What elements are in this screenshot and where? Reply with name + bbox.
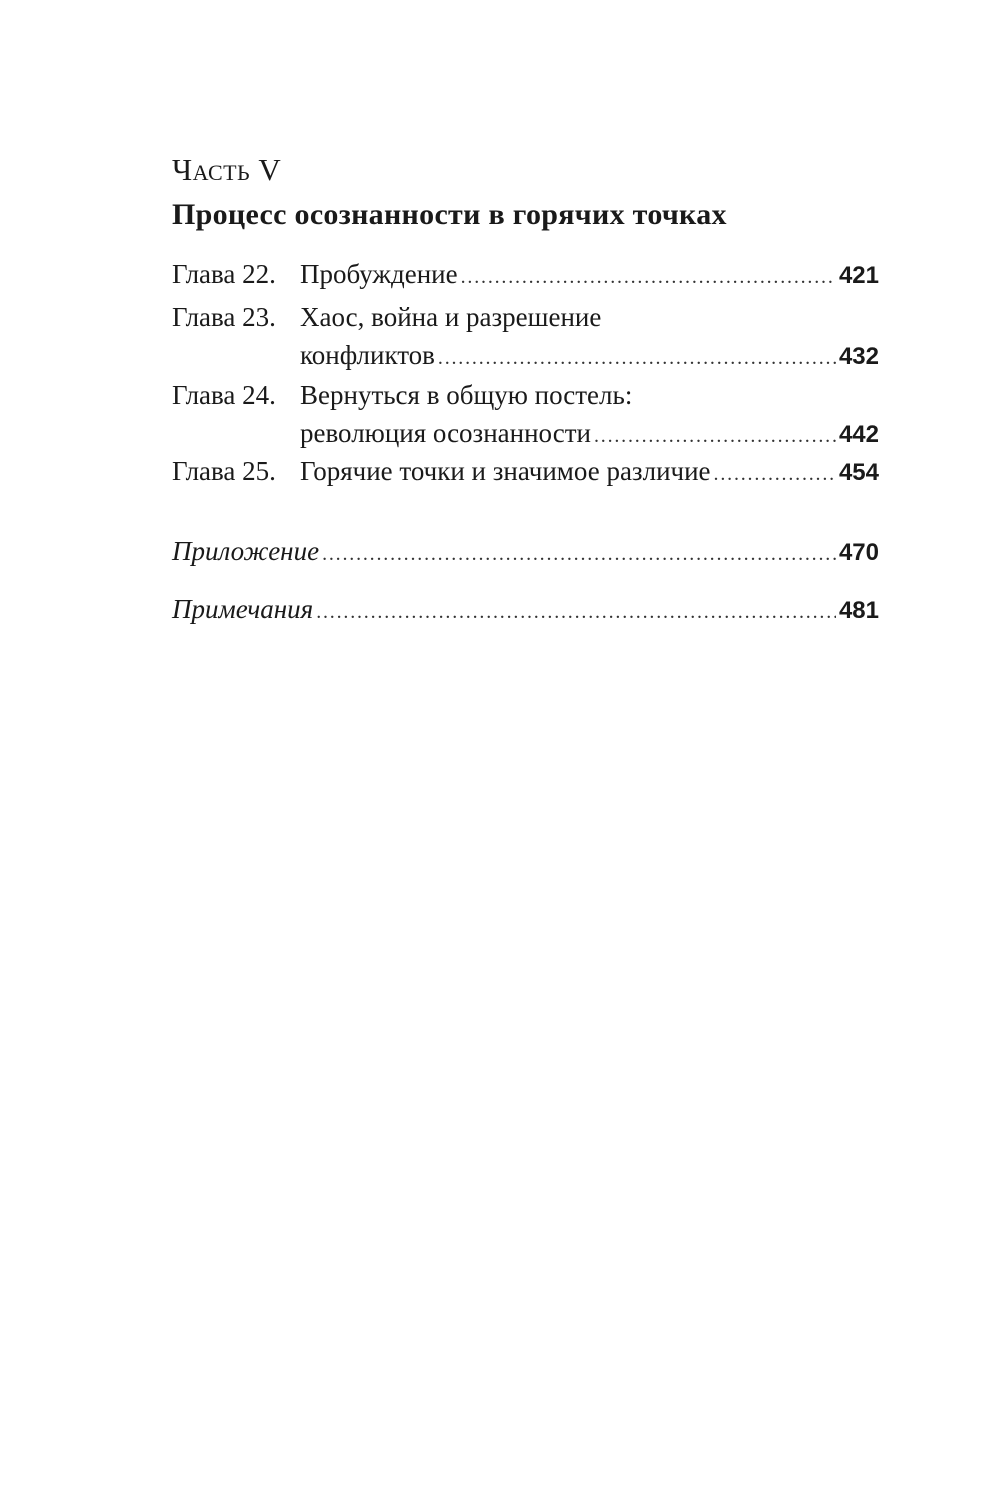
toc-entry-appendix[interactable] <box>172 532 879 570</box>
toc-entry-chapter-22[interactable] <box>172 255 879 293</box>
dot-leader <box>594 417 836 455</box>
chapter-title-line-2: революция осознанности <box>300 418 591 448</box>
page-number: 481 <box>838 597 879 624</box>
toc-entry-chapter-25[interactable] <box>172 452 879 490</box>
chapter-title-line-1: Хаос, война и разрешение <box>300 302 602 332</box>
toc-entry-notes[interactable] <box>172 590 879 628</box>
dot-leader <box>714 455 836 493</box>
notes-title: Примечания <box>172 594 314 624</box>
part-title: Процесс осознанности в горячих точках <box>172 198 727 231</box>
page-number: 442 <box>838 421 879 448</box>
page-number: 470 <box>838 539 879 566</box>
appendix-title: Приложение <box>172 536 320 566</box>
chapter-number: Глава 22. <box>172 259 276 289</box>
dot-leader <box>322 535 836 573</box>
chapter-number: Глава 25. <box>172 456 276 486</box>
dot-leader <box>316 593 836 631</box>
chapter-title: Горячие точки и значимое различие <box>300 456 711 486</box>
page-number: 432 <box>838 343 879 370</box>
page-number: 454 <box>838 459 879 486</box>
chapter-title-line-1: Вернуться в общую постель: <box>300 380 633 410</box>
chapter-title: Пробуждение <box>300 259 458 289</box>
chapter-number: Глава 24. <box>172 380 276 410</box>
dot-leader <box>438 339 836 377</box>
page-number: 421 <box>838 262 879 289</box>
toc-entry-chapter-23[interactable] <box>172 298 879 377</box>
dot-leader <box>461 258 836 296</box>
chapter-number: Глава 23. <box>172 302 276 332</box>
toc-entry-chapter-24[interactable] <box>172 376 879 455</box>
part-label: Часть V <box>172 152 282 187</box>
chapter-title-line-2: конфликтов <box>300 340 435 370</box>
